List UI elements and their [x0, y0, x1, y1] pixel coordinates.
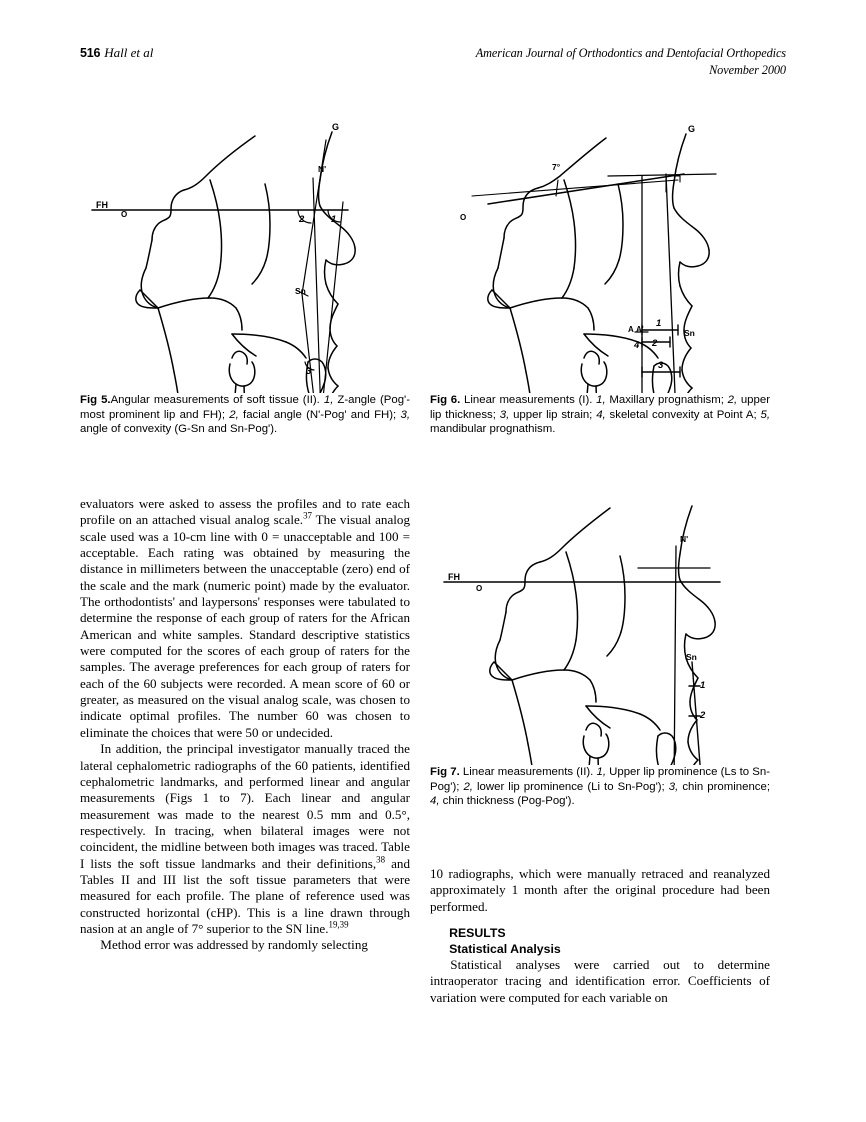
figure-7-number: Fig 7. [430, 766, 460, 778]
left-paragraph-3: Method error was addressed by randomly selecting [100, 937, 368, 953]
figure-5 [80, 118, 410, 437]
fig5-measure-1: 1 [331, 214, 337, 225]
fig5-label-O: O [121, 210, 128, 219]
fig6-measure-2: 2 [652, 338, 658, 349]
figure-7 [430, 490, 770, 809]
fig6-angle-7deg: 7° [552, 162, 561, 172]
fig7-measure-1: 1 [700, 680, 706, 691]
fig6-label-G: G [688, 124, 696, 134]
figure-7-caption [430, 765, 770, 809]
fig5-label-FH: FH [96, 200, 108, 210]
running-head-left [80, 45, 153, 61]
body-column-left [80, 496, 410, 954]
figure-5-caption-text: Angular measurements of soft tissue (II). 1, Z-angle (Pog'-most prominent lip and FH); 2, facial angle (N'-Pog' and FH); 3, angle of convexity (G-Sn and Sn-Pog'). [80, 394, 411, 436]
running-head [80, 45, 786, 85]
figure-6-tracing [430, 118, 770, 393]
fig5-measure-2: 2 [299, 214, 305, 225]
journal-title: American Journal of Orthodontics and Dentofacial Orthopedics [475, 46, 786, 60]
figure-7-caption-text: Linear measurements (II). 1, Upper lip prominence (Ls to Sn-Pog'); 2, lower lip prominence (Li to Sn-Pog'); 3, chin prominence; 4, chin thickness (Pog-Pog'). [430, 766, 770, 808]
section-spacer [430, 915, 770, 926]
running-head-right [476, 45, 786, 79]
fig5-label-N-prime: N' [318, 164, 327, 174]
right-paragraph-2: Statistical analyses were carried out to determine intraoperator tracing and identification error. Coefficients of variation were computed for each variable on [430, 957, 770, 1005]
fig7-label-FH: FH [448, 572, 460, 582]
figure-6-caption-text: Linear measurements (I). 1, Maxillary prognathism; 2, upper lip thickness; 3, upper lip strain; 4, skeletal convexity at Point A; 5, mandibular prognathism. [430, 394, 770, 436]
body-column-right [430, 866, 770, 1006]
figure-5-number: Fig 5. [80, 394, 111, 406]
figure-6-caption [430, 393, 770, 437]
figure-7-tracing [430, 490, 770, 765]
fig6-measure-4: 4 [634, 340, 640, 351]
fig6-label-A-prime: A' [636, 325, 644, 334]
fig7-label-O: O [476, 584, 483, 593]
fig6-measure-3: 3 [658, 360, 664, 371]
left-paragraph-1: evaluators were asked to assess the profiles and to rate each profile on an attached visual analog scale.$^{37}$ The visual analog scale used was a 10-cm line with 0 = unacceptable and 100 = acceptable. Each rating was obtained by measuring the distance in millimeters between the unacceptable (zero) end of the scale and the mark (numeric point) made by the evaluator. The orthodontists' and laypersons' responses were tabulated to determine the response of each group of raters for the African American and white samples. Standard descriptive statistics were computed for the scores of each group of raters for the samples. The average preferences for each group of raters for each of the 60 subjects were recorded. A mean score of 60 or greater, as measured on the visual analog scale, was chosen to indicate optimal profiles. The number 60 was chosen to eliminate the choices that were 50 or undecided. [80, 496, 411, 740]
figure-6 [430, 118, 770, 437]
fig6-measure-1: 1 [656, 318, 662, 329]
fig7-label-Sn: Sn [686, 652, 697, 662]
right-paragraph-1: 10 radiographs, which were manually retraced and reanalyzed approximately 1 month after the original procedure had been performed. [430, 866, 770, 914]
figure-6-number: Fig 6. [430, 394, 461, 406]
page-folio: 516 [80, 46, 101, 60]
fig5-measure-3: 3 [306, 366, 312, 377]
running-head-authors: Hall et al [104, 45, 154, 60]
fig7-label-N-prime: N' [680, 534, 689, 544]
fig6-label-A: A [628, 325, 634, 334]
fig5-label-Sn: Sn [295, 286, 306, 296]
fig7-measure-2: 2 [700, 710, 706, 721]
subsection-heading-statistical-analysis: Statistical Analysis [449, 941, 561, 956]
fig6-label-Sn: Sn [684, 328, 695, 338]
figure-5-tracing [80, 118, 410, 393]
section-heading-results: RESULTS [449, 926, 506, 941]
left-paragraph-2: In addition, the principal investigator manually traced the lateral cephalometric radiographs of the 60 patients, identified cephalometric landmarks, and performed linear and angular measurements (Figs 1 to 7). Each linear and angular measurement was made to the nearest 0.5 mm and 0.5°, respectively. In tracing, when bilateral images were not coincident, the midline between both images was traced. Table I lists the soft tissue landmarks and their definitions,$^{38}$ and Tables II and III list the soft tissue parameters that were measured for each profile. The plane of reference used was constructed horizontal (cHP). This is a line drawn through nasion at an angle of 7° superior to the SN line.$^{19,39}$ [80, 741, 410, 936]
issue-date: November 2000 [709, 63, 786, 77]
fig6-label-O: O [460, 213, 467, 222]
figure-5-caption [80, 393, 410, 437]
fig5-label-G: G [332, 122, 340, 132]
